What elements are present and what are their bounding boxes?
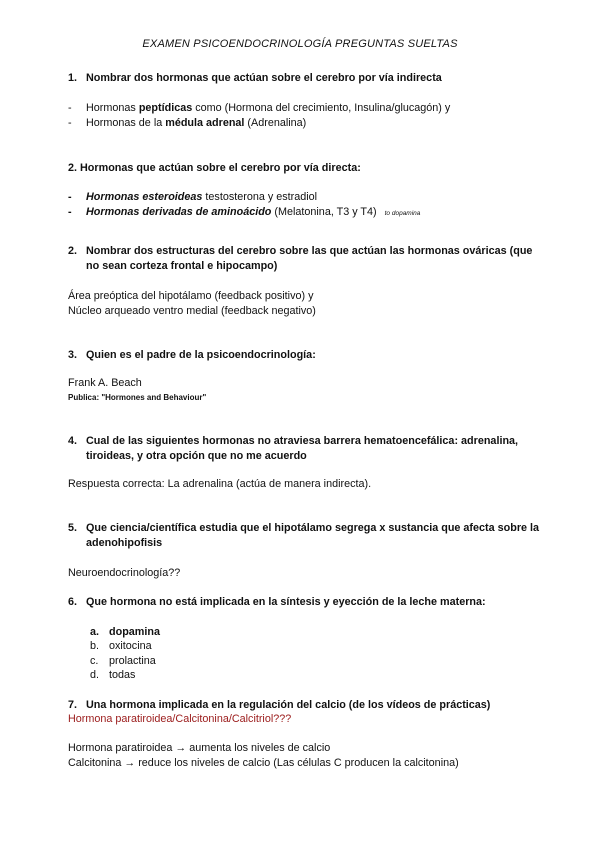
list-item: - Hormonas peptídicas como (Hormona del crecimiento, Insulina/glucagón) y xyxy=(68,102,451,114)
answer-line: Respuesta correcta: La adrenalina (actúa de manera indirecta). xyxy=(68,478,372,490)
answer-line: Área preóptica del hipotálamo (feedback positivo) y xyxy=(68,290,314,302)
list-item: - Hormonas de la médula adrenal (Adrenalina) xyxy=(68,117,307,129)
question-2: 2. Nombrar dos estructuras del cerebro sobre las que actúan las hormonas ováricas (que no sean corteza frontal e hipocampo) xyxy=(68,245,533,272)
question-text: Nombrar dos hormonas que actúan sobre el cerebro por vía indirecta xyxy=(86,72,442,84)
question-7: 7. Una hormona implicada en la regulación del calcio (de los vídeos de prácticas) xyxy=(68,699,491,711)
answer-line: Hormona paratiroidea → aumenta los niveles de calcio xyxy=(68,742,331,754)
option-d: d. todas xyxy=(90,669,136,681)
option-c: c. prolactina xyxy=(90,655,156,667)
question-number: 1. xyxy=(68,72,78,84)
margin-note: to dopamina xyxy=(384,210,421,217)
document-title: EXAMEN PSICOENDOCRINOLOGÍA PREGUNTAS SUELTAS xyxy=(142,38,458,50)
question-1 xyxy=(68,71,548,86)
publication-note: Publica: "Hormones and Behaviour" xyxy=(68,393,207,402)
list-item: - Hormonas derivadas de aminoácido (Melatonina, T3 y T4) to dopamina xyxy=(68,206,421,218)
option-b: b. oxitocina xyxy=(90,640,152,652)
list-item: - Hormonas esteroideas testosterona y estradiol xyxy=(68,191,318,203)
answer-line: Neuroendocrinología?? xyxy=(68,567,181,579)
question-6: 6. Que hormona no está implicada en la síntesis y eyección de la leche materna: xyxy=(68,596,486,608)
answer-line: Frank A. Beach xyxy=(68,377,142,389)
highlighted-answer: Hormona paratiroidea/Calcitonina/Calcitriol??? xyxy=(68,713,292,725)
answer-line: Calcitonina → reduce los niveles de calcio (Las células C producen la calcitonina) xyxy=(68,757,459,769)
question-3: 3. Quien es el padre de la psicoendocrinología: xyxy=(68,349,316,361)
option-a: a. dopamina xyxy=(90,626,160,638)
section-heading: 2. Hormonas que actúan sobre el cerebro por vía directa: xyxy=(68,162,361,174)
question-4: 4. Cual de las siguientes hormonas no atraviesa barrera hematoencefálica: adrenalina, tiroideas, y otra opción que no me acuerdo xyxy=(68,435,519,462)
answer-line: Núcleo arqueado ventro medial (feedback negativo) xyxy=(68,305,316,317)
question-5: 5. Que ciencia/científica estudia que el hipotálamo segrega x sustancia que afecta sobre la adenohipofisis xyxy=(68,522,540,549)
